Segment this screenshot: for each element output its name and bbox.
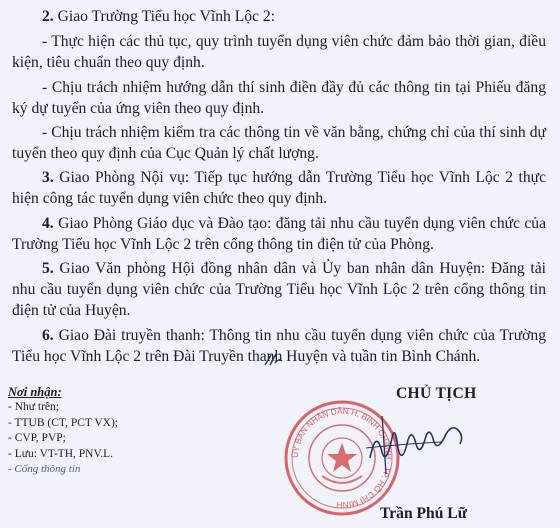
paragraph-4 [12, 213, 546, 255]
paragraph-2-item-1 [12, 31, 546, 73]
recipient-item: - CVP, PVP; [8, 432, 66, 444]
paragraph-text: Giao Phòng Nội vụ: Tiếp tục hướng dẫn Trường Tiểu học Vĩnh Lộc 2 thực hiện công tác tuyển dụng viên chức theo quy định. [12, 169, 546, 207]
paragraph-text: - Thực hiện các thủ tục, quy trình tuyển dụng viên chức đảm bảo thời gian, điều kiện, tiêu chuẩn theo quy định. [12, 33, 546, 71]
end-of-text-mark [262, 352, 284, 368]
paragraph-text: - Chịu trách nhiệm hướng dẫn thí sinh điền đầy đủ các thông tin tại Phiếu đăng ký dự tuyển của ứng viên theo quy định. [12, 79, 546, 117]
paragraph-2-item-2 [12, 77, 546, 119]
paragraph-number: 2. [42, 8, 54, 25]
paragraph-number: 5. [42, 260, 54, 277]
paragraph-text: Giao Phòng Giáo dục và Đào tạo: đăng tải nhu cầu tuyển dụng viên chức của Trường Tiểu học Vĩnh Lộc 2 trên cổng thông tin điện tử của Phòng. [12, 215, 546, 253]
recipients-block [8, 384, 258, 478]
handwritten-signature-icon [362, 408, 472, 478]
paragraph-number: 6. [42, 327, 54, 344]
paragraph-2-item-3 [12, 122, 546, 164]
signer-title: CHỦ TỊCH [396, 385, 477, 402]
recipient-item: - TTUB (CT, PCT VX); [8, 416, 119, 429]
paragraph-text: Giao Văn phòng Hội đồng nhân dân và Ủy ban nhân dân Huyện: Đăng tải nhu cầu tuyển dụng viên chức của Trường Tiểu học Vĩnh Lộc 2 trên cổng thông tin điện tử của Huyện. [12, 260, 546, 319]
paragraph-text: Giao Trường Tiểu học Vĩnh Lộc 2: [53, 8, 276, 25]
seal-text: ỦY BAN NHÂN DÂN H. BÌNH CHÁNH · TP. HỒ CHÍ MINH [290, 406, 394, 510]
paragraph-text: - Chịu trách nhiệm kiểm tra các thông tin về văn bằng, chứng chỉ của thí sinh dự tuyển theo quy định của Cục Quản lý chất lượng. [12, 124, 546, 162]
recipients-title: Nơi nhận: [8, 385, 62, 399]
paragraph-number: 4. [42, 215, 54, 232]
recipient-item-handwritten: - Cổng thông tin [8, 463, 81, 475]
paragraph-3 [12, 167, 546, 209]
recipient-item: - Lưu: VT-TH, PNV.L. [8, 447, 114, 460]
paragraph-text: Giao Đài truyền thanh: Thông tin nhu cầu tuyển dụng viên chức của Trường Tiểu học Vĩnh Lộc 2 trên Đài Truyền thanh Huyện và tuần tin Bình Chánh. [12, 327, 546, 365]
paragraph-2 [12, 6, 546, 27]
paragraph-5 [12, 258, 546, 321]
paragraph-number: 3. [42, 169, 54, 186]
recipient-item: - Như trên; [8, 401, 59, 413]
signer-name: Trần Phú Lữ [380, 505, 468, 522]
